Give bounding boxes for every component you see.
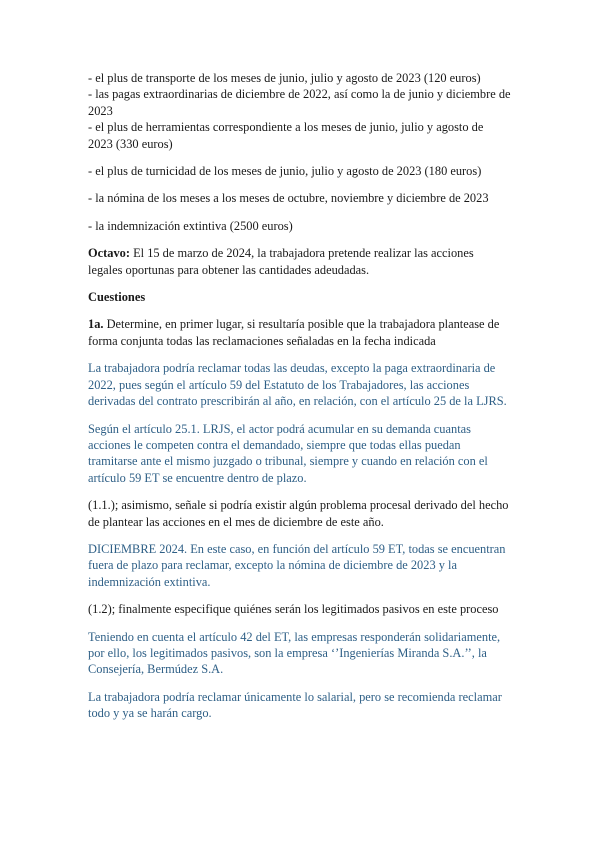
list-item-indemnity: - la indemnización extintiva (2500 euros) xyxy=(88,218,293,233)
octavo-paragraph xyxy=(88,245,511,278)
answer-5: La trabajadora podría reclamar únicamente lo salarial, pero se recomienda reclamar todo y ya se harán cargo. xyxy=(88,689,502,721)
list-item-payroll: - la nómina de los meses a los meses de octubre, noviembre y diciembre de 2023 xyxy=(88,191,489,206)
question-1 xyxy=(88,316,511,349)
answer-1: La trabajadora podría reclamar todas las deudas, excepto la paga extraordinaria de 2022, pues según el artículo 59 del Estatuto de los Trabajadores, las acciones derivadas del contrato prescribirán al año, en relación, con el artículo 25 de la LJRS. xyxy=(88,361,507,409)
answer-3: DICIEMBRE 2024. En este caso, en función del artículo 59 ET, todas se encuentran fuera de plazo para reclamar, excepto la nómina de diciembre de 2023 y la indemnización extintiva. xyxy=(88,541,506,589)
question-1-1: (1.1.); asimismo, señale si podría existir algún problema procesal derivado del hecho de plantear las acciones en el mes de diciembre de este año. xyxy=(88,498,509,529)
list-item-tools-bonus: - el plus de herramientas correspondiente a los meses de junio, julio y agosto de 2023 (330 euros) xyxy=(88,120,484,151)
list-item-extra-pays: - las pagas extraordinarias de diciembre de 2022, así como la de junio y diciembre de 2023 xyxy=(88,87,511,118)
list-item-shift-bonus: - el plus de turnicidad de los meses de junio, julio y agosto de 2023 (180 euros) xyxy=(88,164,482,179)
octavo-text: El 15 de marzo de 2024, la trabajadora pretende realizar las acciones legales oportunas para obtener las cantidades adeudadas. xyxy=(88,246,474,277)
question-1-text: Determine, en primer lugar, si resultaría posible que la trabajadora plantease de forma conjunta todas las reclamaciones señaladas en la fecha indicada xyxy=(88,317,500,348)
answer-2: Según el artículo 25.1. LRJS, el actor podrá acumular en su demanda cuantas acciones le competen contra el demandado, siempre que todas ellas puedan tramitarse ante el mismo juzgado o tribunal, siempre y cuando en relación con el artículo 59 ET se encuentre dentro de plazo. xyxy=(88,421,488,485)
octavo-label: Octavo: xyxy=(88,246,130,261)
list-item-transport-bonus: - el plus de transporte de los meses de junio, julio y agosto de 2023 (120 euros) xyxy=(88,71,481,85)
answer-4: Teniendo en cuenta el artículo 42 del ET, las empresas responderán solidariamente, por ello, los legitimados pasivos, son la empresa ‘’Ingenierías Miranda S.A.’’, la Consejería, Bermúdez S.A. xyxy=(88,629,501,677)
question-1-2: (1.2); finalmente especifique quiénes serán los legitimados pasivos en este proceso xyxy=(88,602,499,617)
cuestiones-heading: Cuestiones xyxy=(88,290,146,305)
question-1-label: 1a. xyxy=(88,317,104,332)
